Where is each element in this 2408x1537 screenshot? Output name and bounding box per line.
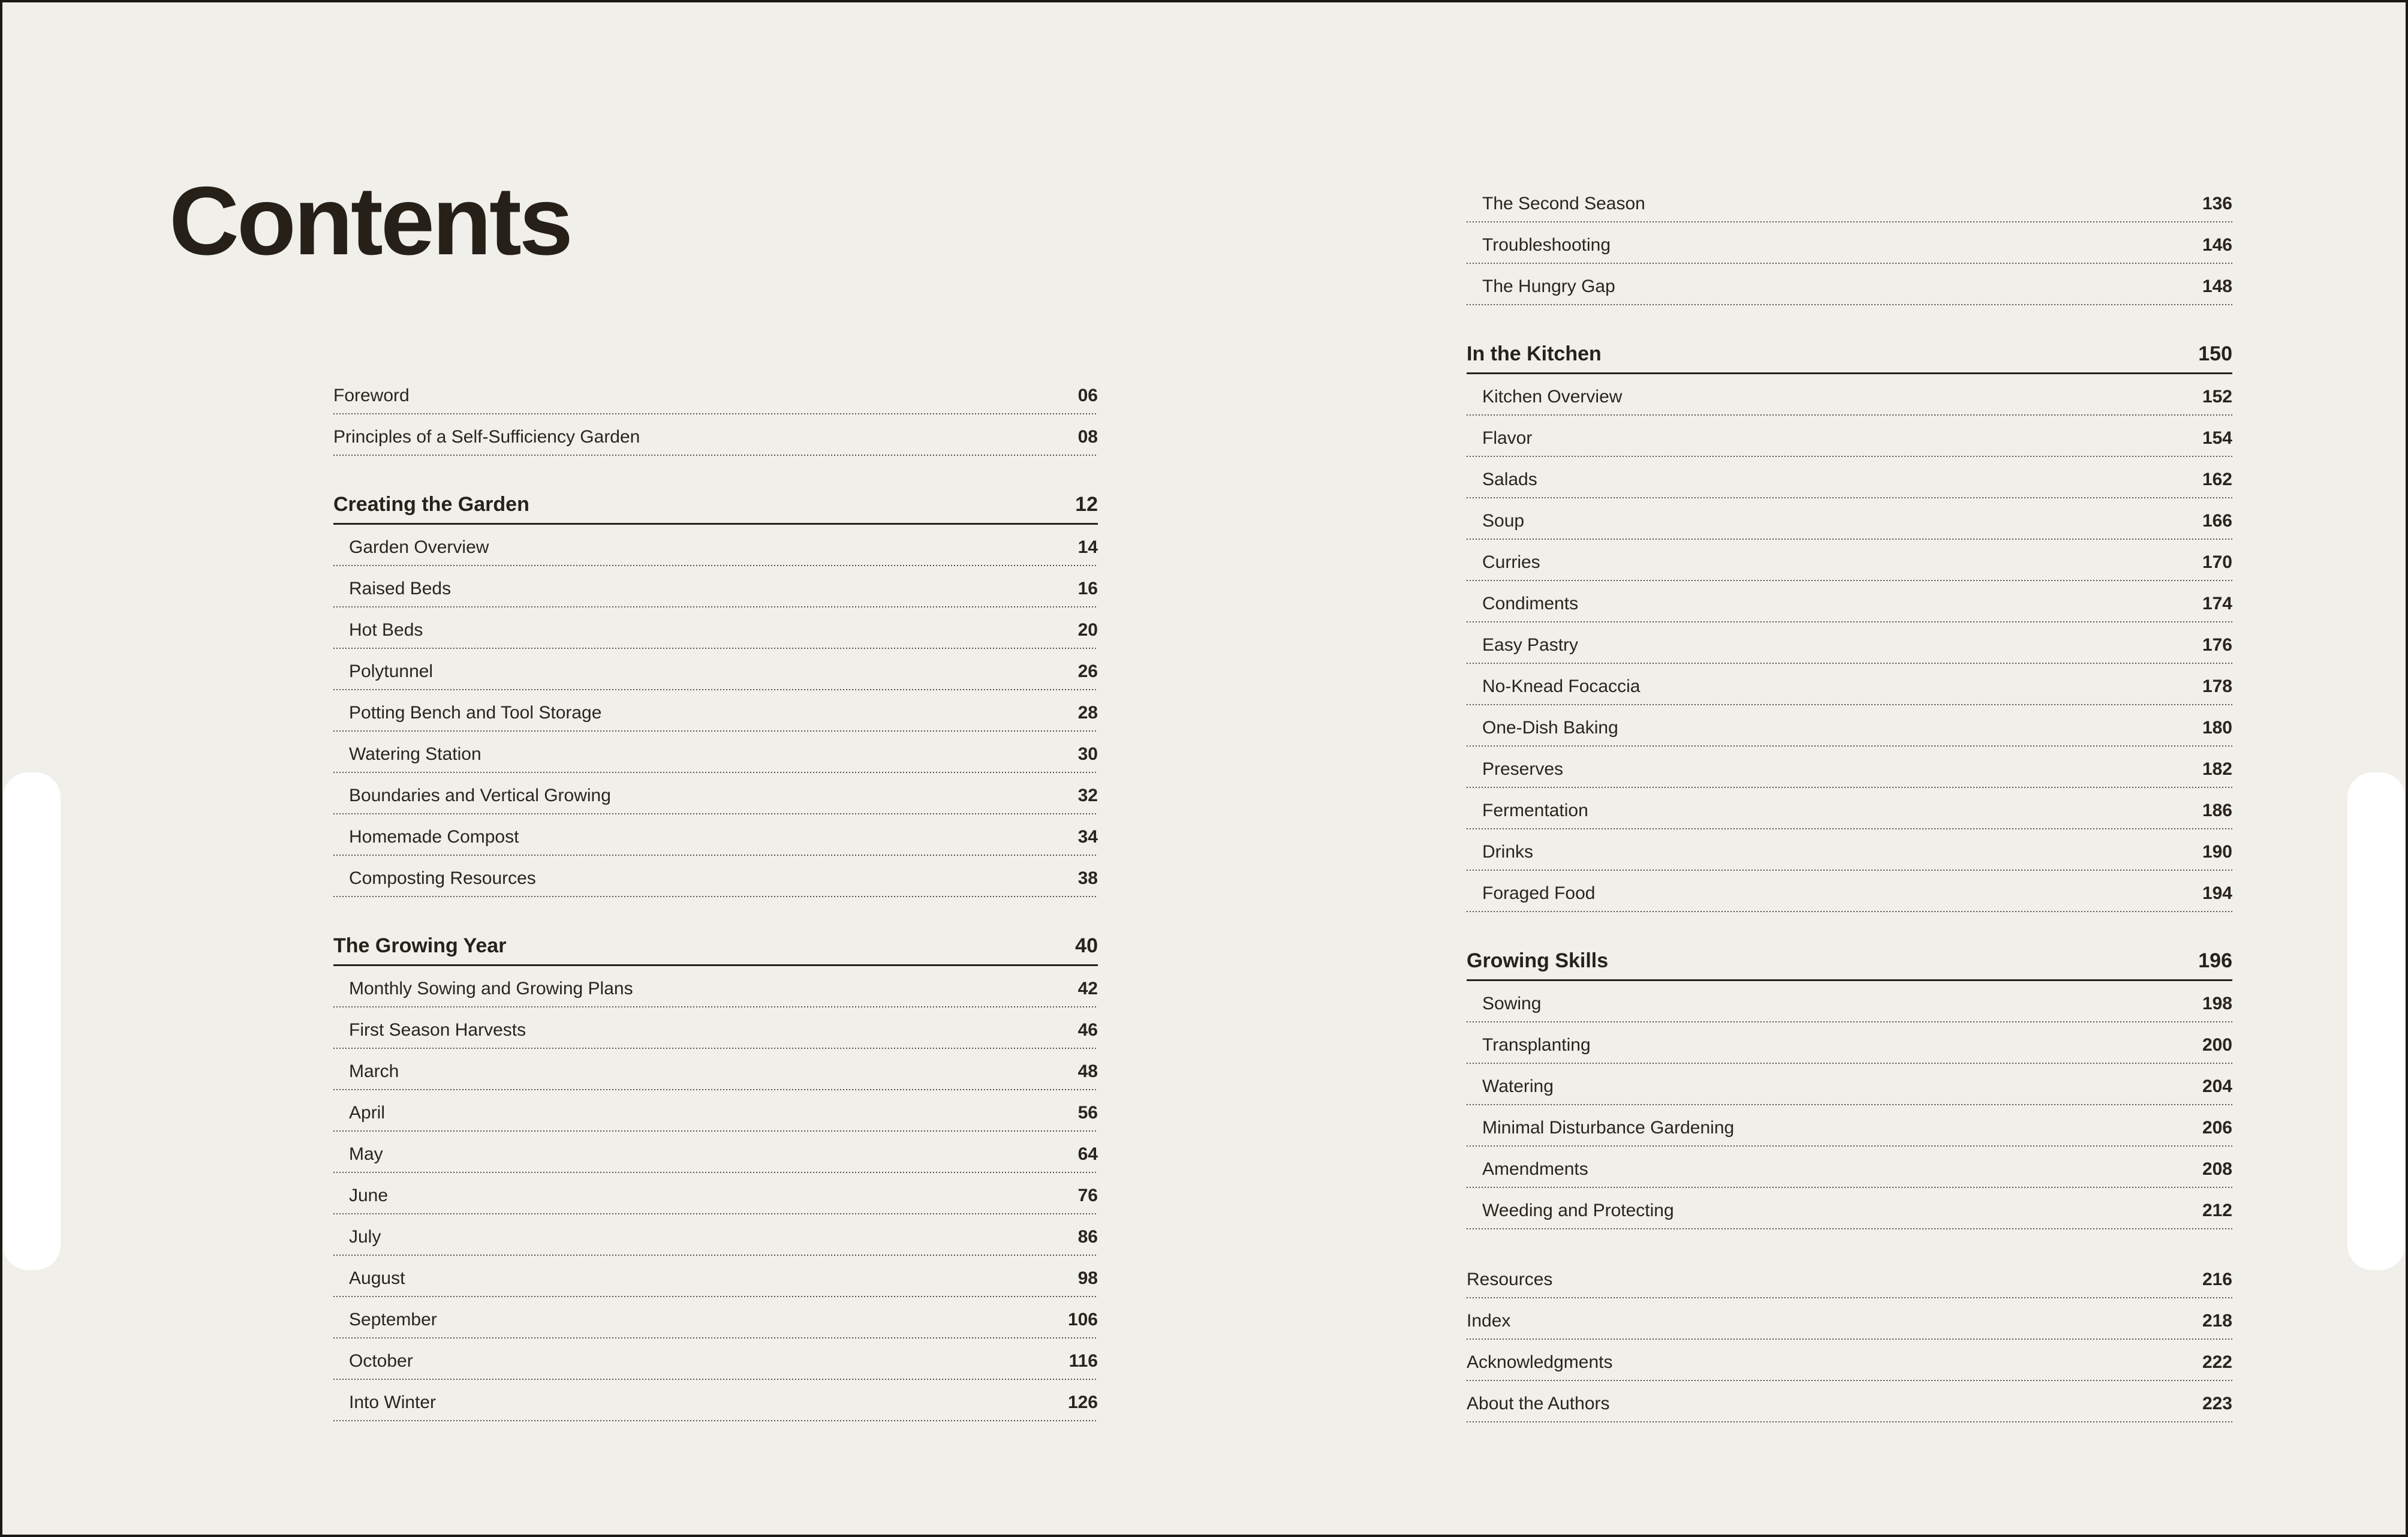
toc-entry-label: September	[349, 1309, 437, 1330]
toc-entry[interactable]	[333, 1256, 1098, 1297]
toc-entry-page: 182	[2202, 759, 2232, 779]
toc-entry[interactable]	[333, 925, 1098, 966]
toc-entry-label: Growing Skills	[1467, 949, 1609, 972]
page-turn-right-button[interactable]	[2347, 772, 2405, 1270]
toc-entry[interactable]	[333, 1297, 1098, 1339]
toc-entry-label: Flavor	[1482, 428, 1533, 448]
toc-entry[interactable]	[333, 1007, 1098, 1049]
toc-entry-page: 178	[2202, 676, 2232, 696]
toc-entry-label: One-Dish Baking	[1482, 717, 1618, 738]
toc-entry-label: June	[349, 1185, 389, 1205]
toc-entry-label: Principles of a Self-Sufficiency Garden	[333, 426, 640, 447]
toc-entry-label: Into Winter	[349, 1392, 437, 1412]
toc-entry-page: 200	[2202, 1034, 2232, 1055]
toc-entry[interactable]	[1467, 181, 2232, 222]
toc-entry-page: 204	[2202, 1076, 2232, 1096]
toc-entry-label: The Growing Year	[333, 934, 507, 957]
toc-entry-page: 180	[2202, 717, 2232, 738]
toc-entry-label: Acknowledgments	[1467, 1352, 1613, 1372]
toc-entry-label: Kitchen Overview	[1482, 386, 1623, 407]
toc-entry-page: 222	[2202, 1352, 2232, 1372]
toc-entry[interactable]	[1467, 457, 2232, 498]
toc-entry-label: Curries	[1482, 552, 1540, 572]
toc-entry-label: Easy Pastry	[1482, 634, 1579, 655]
toc-entry-label: Transplanting	[1482, 1034, 1591, 1055]
toc-entry-page: 166	[2202, 510, 2232, 531]
toc-entry-page: 206	[2202, 1117, 2232, 1138]
toc-entry[interactable]	[1467, 1064, 2232, 1105]
toc-entry-page: 152	[2202, 386, 2232, 407]
toc-entry-page: 06	[1077, 385, 1098, 405]
toc-column-right	[1467, 181, 2232, 1422]
toc-entry-label: Salads	[1482, 469, 1537, 489]
toc-entry-page: 98	[1077, 1268, 1098, 1288]
toc-entry[interactable]	[333, 1173, 1098, 1214]
toc-entry[interactable]	[1467, 940, 2232, 981]
toc-entry-page: 154	[2202, 428, 2232, 448]
toc-entry[interactable]	[1467, 788, 2232, 829]
toc-entry[interactable]	[1467, 374, 2232, 416]
toc-entry[interactable]	[1467, 664, 2232, 705]
toc-entry-page: 198	[2202, 993, 2232, 1013]
toc-entry[interactable]	[1467, 829, 2232, 871]
toc-entry-label: Creating the Garden	[333, 492, 529, 516]
toc-entry[interactable]	[1467, 1298, 2232, 1340]
toc-entry-page: 08	[1077, 426, 1098, 447]
toc-entry[interactable]	[333, 1214, 1098, 1256]
toc-entry[interactable]	[333, 1049, 1098, 1090]
toc-entry-page: 116	[1068, 1350, 1098, 1371]
toc-entry-page: 38	[1077, 868, 1098, 888]
toc-entry-page: 196	[2198, 949, 2232, 972]
toc-entry-label: Index	[1467, 1310, 1511, 1331]
toc-entry-label: July	[349, 1226, 381, 1247]
toc-entry-label: Preserves	[1482, 759, 1564, 779]
toc-entry-label: Amendments	[1482, 1159, 1588, 1179]
toc-entry-page: 208	[2202, 1159, 2232, 1179]
toc-entry-label: May	[349, 1144, 383, 1164]
toc-column-left	[333, 373, 1098, 1421]
toc-entry-label: April	[349, 1102, 386, 1123]
toc-entry[interactable]	[1467, 498, 2232, 540]
toc-entry-page: 56	[1077, 1102, 1098, 1123]
toc-entry-page: 126	[1067, 1392, 1098, 1412]
toc-entry[interactable]	[1467, 540, 2232, 581]
toc-entry-page: 76	[1077, 1185, 1098, 1205]
toc-entry-page: 64	[1077, 1144, 1098, 1164]
toc-entry-label: Foreword	[333, 385, 410, 405]
toc-entry-label: Boundaries and Vertical Growing	[349, 785, 611, 805]
toc-entry[interactable]	[333, 966, 1098, 1007]
toc-entry[interactable]	[1467, 747, 2232, 788]
toc-entry[interactable]	[1467, 1381, 2232, 1422]
toc-entry-label: Soup	[1482, 510, 1525, 531]
toc-entry[interactable]	[333, 1380, 1098, 1421]
toc-entry-label: No-Knead Focaccia	[1482, 676, 1641, 696]
toc-entry-label: Polytunnel	[349, 661, 434, 681]
toc-entry-label: Foraged Food	[1482, 883, 1596, 903]
toc-entry[interactable]	[333, 414, 1098, 456]
toc-entry[interactable]	[1467, 333, 2232, 374]
toc-entry[interactable]	[333, 607, 1098, 649]
toc-entry-label: Hot Beds	[349, 619, 423, 640]
toc-entry-page: 146	[2202, 234, 2232, 255]
toc-entry-page: 14	[1077, 537, 1098, 557]
toc-entry-label: Sowing	[1482, 993, 1542, 1013]
toc-entry[interactable]	[333, 1339, 1098, 1380]
toc-entry-label: Troubleshooting	[1482, 234, 1611, 255]
toc-entry[interactable]	[333, 1132, 1098, 1173]
toc-entry-label: The Hungry Gap	[1482, 276, 1615, 296]
toc-entry[interactable]	[333, 732, 1098, 773]
toc-entry-page: 12	[1075, 492, 1098, 516]
toc-entry-label: March	[349, 1061, 399, 1081]
toc-entry[interactable]	[1467, 622, 2232, 664]
toc-entry-page: 136	[2202, 193, 2232, 213]
toc-entry-label: Raised Beds	[349, 578, 452, 598]
toc-entry[interactable]	[1467, 581, 2232, 622]
toc-entry-label: Homemade Compost	[349, 826, 519, 847]
toc-entry-page: 40	[1075, 934, 1098, 957]
toc-entry[interactable]	[333, 1090, 1098, 1132]
toc-entry-page: 194	[2202, 883, 2232, 903]
toc-entry-page: 42	[1077, 978, 1098, 998]
toc-entry[interactable]	[1467, 1147, 2232, 1188]
toc-entry-label: August	[349, 1268, 405, 1288]
toc-entry-page: 162	[2202, 469, 2232, 489]
toc-entry-label: Monthly Sowing and Growing Plans	[349, 978, 633, 998]
toc-entry-label: In the Kitchen	[1467, 342, 1602, 365]
toc-entry-page: 176	[2202, 634, 2232, 655]
toc-entry[interactable]	[333, 483, 1098, 525]
toc-entry-label: Minimal Disturbance Gardening	[1482, 1117, 1735, 1138]
toc-entry-page: 223	[2202, 1393, 2232, 1413]
toc-entry-page: 148	[2202, 276, 2232, 296]
toc-entry[interactable]	[333, 690, 1098, 732]
toc-entry-page: 48	[1077, 1061, 1098, 1081]
toc-entry-label: Watering Station	[349, 744, 481, 764]
toc-entry-page: 16	[1077, 578, 1098, 598]
toc-entry-label: Watering	[1482, 1076, 1554, 1096]
toc-entry-page: 32	[1077, 785, 1098, 805]
toc-entry[interactable]	[1467, 264, 2232, 305]
toc-entry-page: 30	[1077, 744, 1098, 764]
toc-entry-label: Drinks	[1482, 841, 1534, 862]
toc-entry[interactable]	[333, 373, 1098, 414]
toc-entry-page: 86	[1077, 1226, 1098, 1247]
toc-entry[interactable]	[333, 814, 1098, 856]
toc-entry[interactable]	[1467, 1188, 2232, 1229]
toc-entry-label: First Season Harvests	[349, 1019, 526, 1040]
toc-entry-page: 212	[2202, 1200, 2232, 1220]
toc-entry-page: 150	[2198, 342, 2232, 365]
toc-entry-label: Weeding and Protecting	[1482, 1200, 1674, 1220]
toc-entry-page: 46	[1077, 1019, 1098, 1040]
toc-entry[interactable]	[333, 856, 1098, 897]
toc-entry[interactable]	[333, 773, 1098, 814]
toc-entry[interactable]	[1467, 222, 2232, 264]
toc-entry[interactable]	[1467, 1022, 2232, 1064]
toc-entry[interactable]	[1467, 981, 2232, 1022]
toc-entry[interactable]	[1467, 1105, 2232, 1147]
toc-entry-page: 186	[2202, 800, 2232, 820]
toc-entry-page: 28	[1077, 702, 1098, 723]
toc-entry[interactable]	[1467, 705, 2232, 747]
toc-entry-label: Potting Bench and Tool Storage	[349, 702, 602, 723]
toc-entry-page: 216	[2202, 1269, 2232, 1289]
toc-entry-page: 20	[1077, 619, 1098, 640]
toc-entry-page: 26	[1077, 661, 1098, 681]
toc-entry-page: 218	[2202, 1310, 2232, 1331]
toc-entry-page: 190	[2202, 841, 2232, 862]
toc-entry-label: Composting Resources	[349, 868, 536, 888]
toc-entry-page: 170	[2202, 552, 2232, 572]
toc-entry-label: Fermentation	[1482, 800, 1588, 820]
toc-entry-page: 174	[2202, 593, 2232, 613]
toc-entry-label: October	[349, 1350, 413, 1371]
toc-entry-label: Resources	[1467, 1269, 1553, 1289]
toc-entry-label: About the Authors	[1467, 1393, 1610, 1413]
page-turn-left-button[interactable]	[3, 772, 61, 1270]
toc-entry-label: Garden Overview	[349, 537, 489, 557]
page-title: Contents	[169, 167, 571, 275]
toc-entry[interactable]	[333, 649, 1098, 690]
toc-entry[interactable]	[1467, 416, 2232, 457]
toc-entry-page: 34	[1077, 826, 1098, 847]
toc-entry[interactable]	[1467, 1340, 2232, 1381]
toc-entry-label: The Second Season	[1482, 193, 1645, 213]
toc-entry[interactable]	[1467, 871, 2232, 912]
toc-entry[interactable]	[1467, 1257, 2232, 1298]
toc-entry-label: Condiments	[1482, 593, 1579, 613]
toc-entry[interactable]	[333, 525, 1098, 566]
toc-entry[interactable]	[333, 566, 1098, 607]
toc-entry-page: 106	[1067, 1309, 1098, 1330]
